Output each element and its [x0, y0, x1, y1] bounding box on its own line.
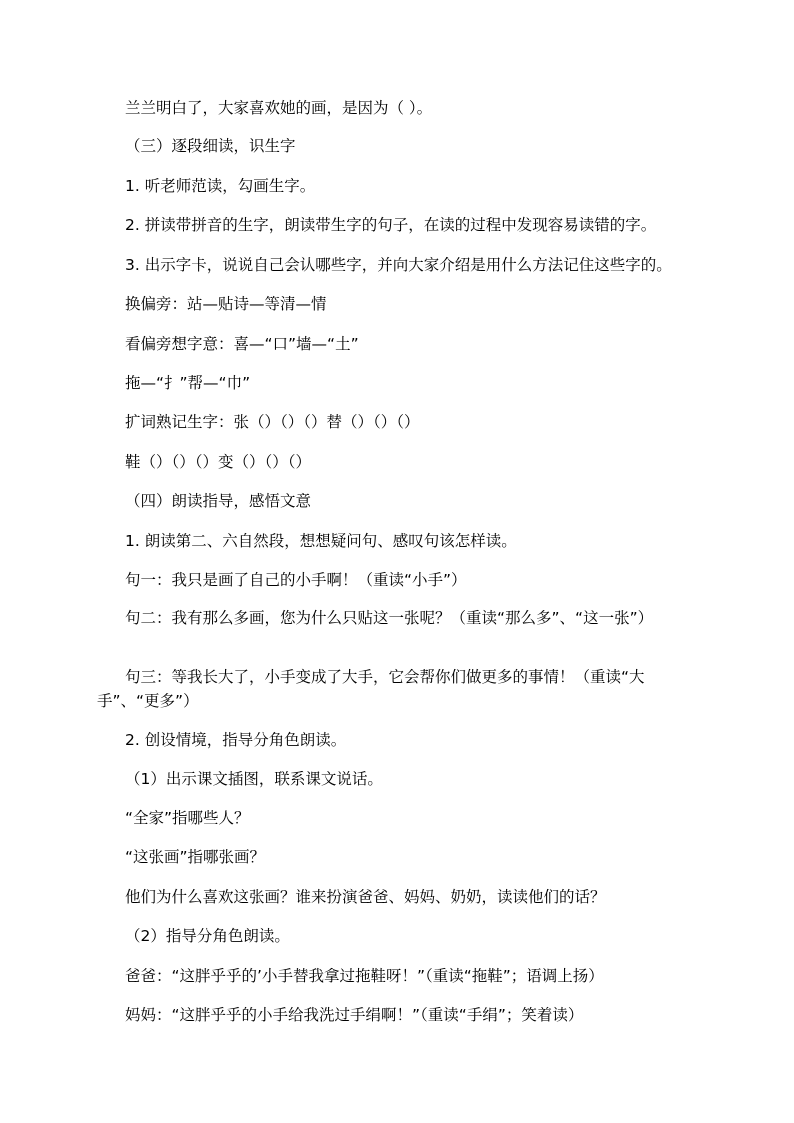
text-line-reading-2: 2. 创设情境，指导分角色朗读。 [125, 731, 347, 749]
text-line-substep-1: （1）出示课文插图，联系课文说话。 [125, 770, 383, 788]
section-heading-3: （三）逐段细读，识生字 [125, 137, 296, 155]
text-line-mom: 妈妈：“这胖乎乎的小手给我洗过手绢啊！”（重读“手绢”；笑着读） [125, 1006, 584, 1024]
text-line-radical-swap: 换偏旁：站—贴诗—等清—情 [125, 295, 327, 313]
text-line-sentence-1: 句一：我只是画了自己的小手啊！（重读“小手”） [125, 571, 467, 589]
text-line-step-2: 2. 拼读带拼音的生字，朗读带生字的句子，在读的过程中发现容易读错的字。 [125, 216, 657, 234]
text-line-question-family: “全家”指哪些人？ [125, 809, 250, 827]
text-line-substep-2: （2）指导分角色朗读。 [125, 927, 290, 945]
text-line-question-why: 他们为什么喜欢这张画？谁来扮演爸爸、妈妈、奶奶，读读他们的话？ [125, 888, 606, 906]
text-line-reading-1: 1. 朗读第二、六自然段，想想疑问句、感叹句该怎样读。 [125, 532, 517, 550]
section-heading-4: （四）朗读指导，感悟文意 [125, 492, 312, 510]
text-line-dad: 爸爸：“这胖乎乎的’小手替我拿过拖鞋呀！”（重读“拖鞋”；语调上扬） [125, 967, 604, 985]
text-line-radical-meaning-2: 拖—“扌”帮—“巾” [125, 374, 251, 392]
text-line-sentence-2: 句二：我有那么多画，您为什么只贴这一张呢？（重读“那么多”、“这一张”） [125, 609, 654, 627]
text-line-word-expansion: 扩词熟记生字：张（）（）（）替（）（）（） [125, 413, 420, 431]
text-line-step-1: 1. 听老师范读，勾画生字。 [125, 177, 316, 195]
text-line-1: 兰兰明白了，大家喜欢她的画，是因为（ ）。 [125, 99, 433, 117]
text-line-step-3: 3. 出示字卡，说说自己会认哪些字，并向大家介绍是用什么方法记住这些字的。 [125, 256, 672, 274]
text-line-radical-meaning: 看偏旁想字意：喜—“口”墙—“土” [125, 335, 359, 353]
text-line-sentence-3: 句三：等我长大了，小手变成了大手，它会帮你们做更多的事情！（重读“大手”、“更多”） [97, 668, 645, 710]
text-line-question-picture: “这张画”指哪张画？ [125, 848, 266, 866]
text-line-word-expansion-2: 鞋（）（）（）变（）（）（） [125, 453, 312, 471]
